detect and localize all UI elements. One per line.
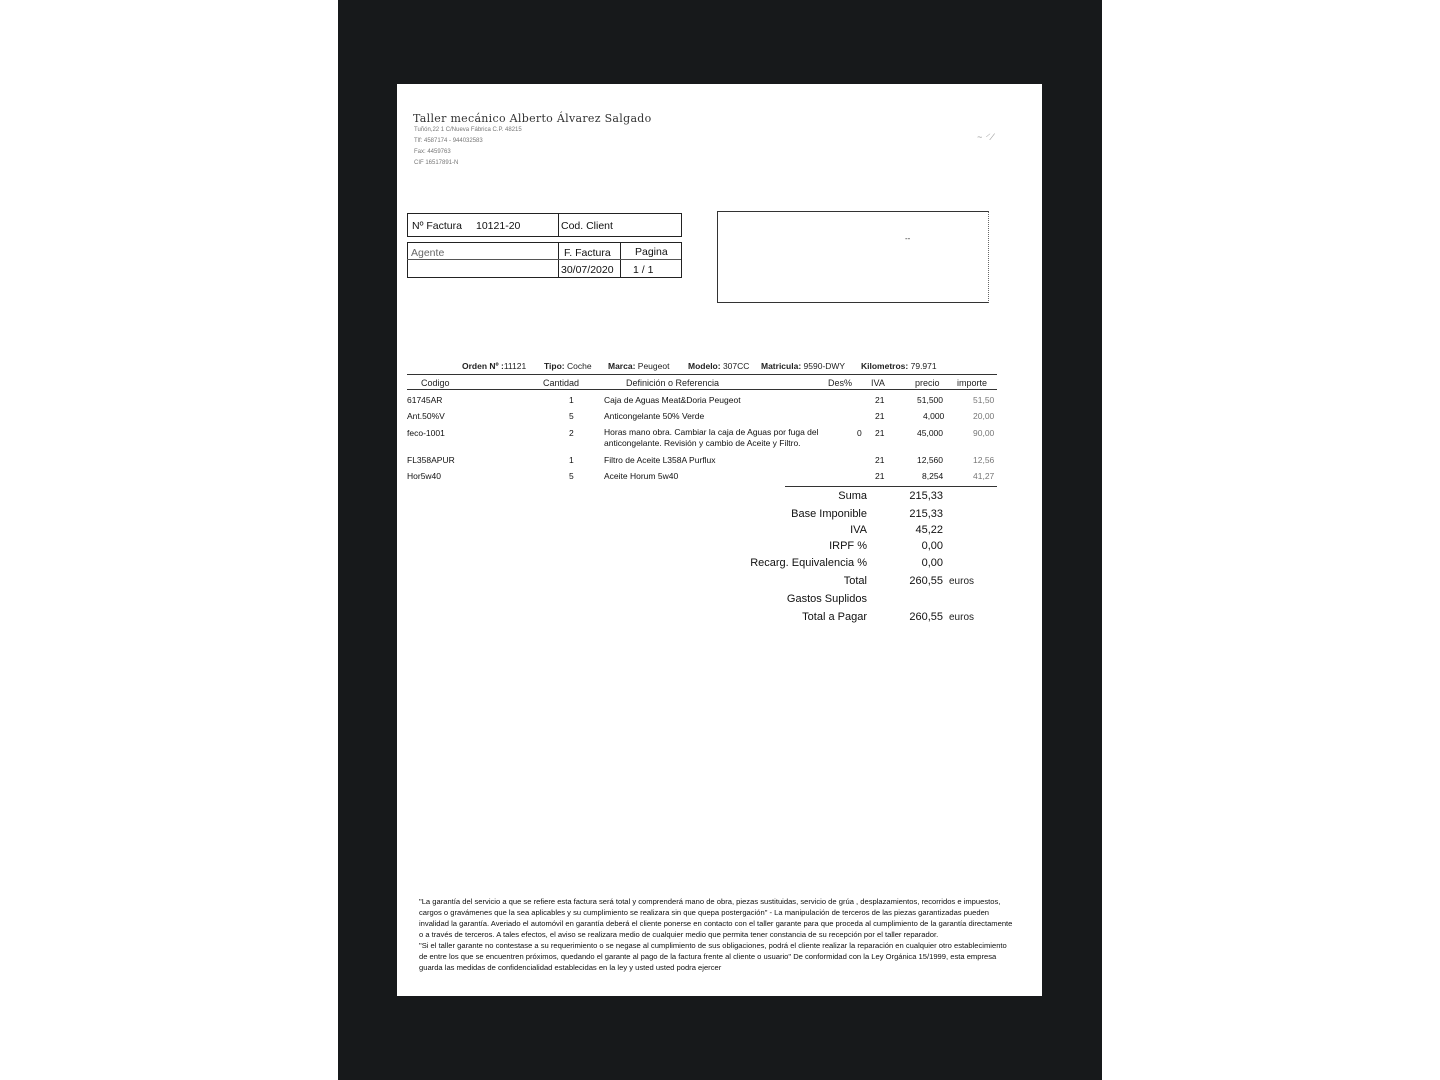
col-header-precio: precio: [915, 378, 940, 388]
recarg-value: 0,00: [921, 557, 943, 569]
row5-definicion: Aceite Horum 5w40: [604, 471, 679, 481]
pagar-label: Total a Pagar: [802, 611, 867, 623]
iva-label: IVA: [850, 524, 867, 536]
row1-importe: 51,50: [973, 395, 995, 405]
irpf-label: IRPF %: [829, 540, 867, 552]
row5-precio: 8,254: [922, 471, 944, 481]
legal-paragraph-1: "La garantía del servicio a que se refiere esta factura será total y comprenderá mano de obra, piezas sustituidas, servicio de grúa , desplazamientos, recorridos e impuestos, cargos o gravámenes que la sea aplicables y su cumplimiento se realizara sin que quepa postergación" - La manipulación de terceros de las piezas garantizadas pueden invalidad la garantía. Averiado el automóvil en garantía deberá el cliente ponerse en contacto con el taller garante para que proceda al cumplimiento de la garantía directamente o a través de terceros. A tales efectos, el aviso se realizara medio de cualquier medio que permita tener constancia de su recepción por el taller reparador.: [419, 897, 1013, 939]
row1-precio: 51,500: [917, 395, 943, 405]
recarg-label: Recarg. Equivalencia %: [750, 557, 867, 569]
legal-footer: [419, 896, 1014, 973]
pagar-unit: euros: [949, 612, 975, 623]
invoice-date: 30/07/2020: [561, 264, 614, 276]
handwritten-mark: ~ ⸍ ⁄: [977, 132, 994, 142]
row4-precio: 12,560: [917, 455, 943, 465]
order-number: 11121: [503, 361, 527, 371]
page-label: Pagina: [635, 246, 668, 258]
legal-paragraph-2: "Si el taller garante no contestase a su requerimiento o se negase al cumplimiento de sus obligaciones, podrá el cliente realizar la reparación en cualquier otro establecimiento de entre los que se encuentren próximos, quedando el garante al pago de la factura frente al cliente o usuario" De conformidad con la Ley Orgánica 15/1999, esta empresa guarda las medidas de confidencialidad establecidas en la ley y usted usted podra ejercer: [419, 941, 1007, 972]
agent-label: Agente: [411, 247, 445, 259]
col-header-cantidad: Cantidad: [543, 378, 580, 388]
row2-importe: 20,00: [973, 411, 995, 421]
row5-importe: 41,27: [973, 471, 995, 481]
row5-codigo: Hor5w40: [407, 471, 442, 481]
total-unit: euros: [949, 576, 975, 587]
order-info: Orden Nº :11121: [462, 361, 527, 371]
row3-iva: 21: [875, 428, 885, 438]
row3-codigo: feco-1001: [407, 428, 445, 438]
row4-iva: 21: [875, 455, 885, 465]
row2-iva: 21: [875, 411, 885, 421]
row5-iva: 21: [875, 471, 885, 481]
total-label: Total: [843, 575, 867, 587]
invoice-number-label: Nº Factura: [412, 220, 462, 232]
client-redacted-mark: --: [905, 234, 911, 243]
page-number: 1 / 1: [633, 264, 654, 276]
col-header-iva: IVA: [871, 378, 885, 388]
irpf-value: 0,00: [921, 540, 943, 552]
suma-label: Suma: [838, 490, 867, 502]
company-address: Tuñón,22 1 C/Nueva Fábrica C.P. 48215: [414, 127, 522, 133]
row5-cantidad: 5: [569, 471, 574, 481]
row3-des: 0: [857, 428, 862, 438]
row4-cantidad: 1: [569, 455, 574, 465]
row2-codigo: Ant.50%V: [407, 411, 445, 421]
invoice-number-value: 10121-20: [476, 220, 521, 232]
vehicle-brand: Marca: Peugeot: [608, 361, 670, 371]
row1-cantidad: 1: [569, 395, 574, 405]
invoice-page: [397, 84, 1042, 996]
client-code-label: Cod. Client: [561, 220, 613, 232]
client-address-box: [717, 211, 989, 303]
vehicle-km: Kilometros: 79.971: [861, 361, 937, 371]
row3-importe: 90,00: [973, 428, 995, 438]
total-value: 260,55: [909, 575, 943, 587]
base-value: 215,33: [909, 508, 943, 520]
iva-value: 45,22: [915, 524, 943, 536]
row1-definicion: Caja de Aguas Meat&Doria Peugeot: [604, 395, 741, 405]
date-label: F. Factura: [564, 247, 611, 259]
row1-iva: 21: [875, 395, 885, 405]
vehicle-plate: Matricula: 9590-DWY: [761, 361, 846, 371]
suma-value: 215,33: [909, 490, 943, 502]
col-header-importe: importe: [957, 378, 988, 388]
company-name: Taller mecánico Alberto Álvarez Salgado: [413, 112, 652, 125]
company-fax: Fax: 4459763: [414, 149, 451, 155]
row4-definicion: Filtro de Aceite L358A Purflux: [604, 455, 716, 465]
row4-codigo: FL358APUR: [407, 455, 455, 465]
col-header-codigo: Codigo: [421, 378, 450, 388]
base-label: Base Imponible: [791, 508, 867, 520]
gastos-label: Gastos Suplidos: [786, 593, 867, 605]
row2-cantidad: 5: [569, 411, 574, 421]
row3-cantidad: 2: [569, 428, 574, 438]
row3-precio: 45,000: [917, 428, 943, 438]
col-header-definicion: Definición o Referencia: [626, 378, 720, 388]
row1-codigo: 61745AR: [407, 395, 443, 405]
vehicle-type: Tipo: Coche: [544, 361, 592, 371]
row4-importe: 12,56: [973, 455, 995, 465]
row2-definicion: Anticongelante 50% Verde: [604, 411, 705, 421]
row3-definicion: Horas mano obra. Cambiar la caja de Aguas por fuga del anticongelante. Revisión y cambio de Aceite y Filtro.: [604, 427, 819, 448]
row2-precio: 4,000: [923, 411, 945, 421]
company-cif: CIF 16517891-N: [414, 160, 459, 166]
company-phone: Tlf: 4587174 - 944032583: [414, 138, 483, 144]
vehicle-model: Modelo: 307CC: [688, 361, 750, 371]
col-header-des: Des%: [828, 378, 853, 388]
pagar-value: 260,55: [909, 611, 943, 623]
